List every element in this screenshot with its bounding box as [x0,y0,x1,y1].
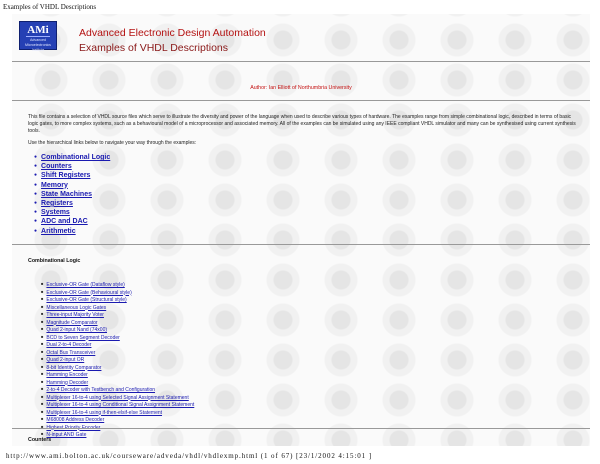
logo-subtitle-2: Microelectronics [25,43,51,47]
navigate-hint: Use the hierarchical links below to navigate your way through the examples: [28,140,197,146]
combinational-example-list [41,280,194,438]
bullet-icon: ■ [41,416,44,421]
print-page-header: Examples of VHDL Descriptions [3,3,97,11]
list-item [41,318,194,326]
topic-link-registers[interactable]: Registers [41,199,73,207]
ami-logo [19,21,57,50]
example-link[interactable]: Multiplexer 16-to-4 using if-then-elsif-else Statement [46,409,163,416]
bullet-icon: ■ [41,348,44,354]
bullet-icon: ● [34,199,38,206]
example-link[interactable]: Exclusive-OR Gate (Structural style) [46,297,127,303]
bullet-icon: ■ [41,431,44,436]
list-item [41,408,194,416]
example-link[interactable]: Hamming Decoder [46,379,89,386]
list-item [41,295,194,303]
example-link[interactable]: Quad 2-input OR [46,357,85,363]
logo-mark: AMi [27,24,49,36]
list-item [41,325,194,333]
bullet-icon: ■ [41,393,44,399]
bullet-icon: ■ [41,363,44,369]
example-link[interactable]: Three-input Majority Voter [46,312,104,318]
list-item [41,415,194,423]
bullet-icon: ■ [41,341,44,346]
topic-item-combinational-logic [34,153,110,162]
bullet-icon: ■ [41,356,44,361]
example-link[interactable]: Octal Bus Transceiver [46,349,96,356]
example-link[interactable]: Hamming Encoder [46,372,88,378]
bullet-icon: ■ [41,371,44,376]
example-link[interactable]: Exclusive-OR Gate (Behavioural style) [46,289,132,296]
topic-item-registers [34,199,110,208]
topic-link-shift-registers[interactable]: Shift Registers [41,172,91,180]
example-link[interactable]: Dual 2-to-4 Decoder [46,342,92,348]
list-item [41,303,194,311]
topic-link-arithmetic[interactable]: Arithmetic [41,227,76,235]
print-page-footer: http://www.ami.bolton.ac.uk/courseware/adveda/vhdl/vhdlexmp.html (1 of 67) [23/1/2002 4:15:01 ] [6,452,372,460]
bullet-icon: ■ [41,303,44,309]
bullet-icon: ■ [41,378,44,384]
list-item [41,288,194,296]
list-item [41,348,194,356]
topic-link-adc-dac[interactable]: ADC and DAC [41,218,88,226]
list-item [41,400,194,408]
example-link[interactable]: 2-to-4 Decoder with Testbench and Configuration [46,387,156,393]
list-item [41,378,194,386]
list-item [41,340,194,348]
bullet-icon: ● [34,163,38,170]
bullet-icon: ■ [41,326,44,331]
topics-divider [12,244,590,245]
bullet-icon: ■ [41,401,44,406]
list-item [41,393,194,401]
section-divider [12,428,590,429]
example-link[interactable]: Magnitude Comparator [46,319,98,326]
section-title-combinational-logic: Combinational Logic [28,258,81,264]
list-item [41,363,194,371]
document-page [12,14,590,446]
topic-link-state-machines[interactable]: State Machines [41,190,92,198]
bullet-icon: ■ [41,288,44,294]
bullet-icon: ■ [41,386,44,391]
example-link[interactable]: BCD to Seven Segment Decoder [46,334,120,341]
list-item [41,370,194,378]
bullet-icon: ■ [41,408,44,414]
author-divider [12,100,590,101]
topic-item-state-machines [34,190,110,199]
topic-link-combinational-logic[interactable]: Combinational Logic [41,154,111,161]
page-title: Examples of VHDL Descriptions [79,42,228,54]
example-link[interactable]: Exclusive-OR Gate (Dataflow style) [46,282,125,288]
author-line: Author: Ian Elliott of Northumbria University [250,85,352,91]
example-link[interactable]: Multiplexer 16-to-4 using Conditional Signal Assignment Statement [46,402,195,408]
topic-link-memory[interactable]: Memory [41,181,68,189]
bullet-icon: ■ [41,318,44,324]
bullet-icon: ● [34,209,38,216]
example-link[interactable]: Quad 2-input Nand (74x00) [46,327,108,333]
list-item [41,430,194,438]
example-link[interactable]: Multiplexer 16-to-4 using Selected Signal Assignment Statement [46,394,189,401]
list-item [41,310,194,318]
bullet-icon: ■ [41,296,44,301]
bullet-icon: ● [34,218,38,225]
example-link[interactable]: Miscellaneous Logic Gates [46,304,107,311]
bullet-icon: ■ [41,423,44,429]
bullet-icon: ● [34,181,38,188]
bullet-icon: ● [34,190,38,197]
topic-item-arithmetic [34,227,110,236]
header-divider [12,61,590,62]
topic-link-counters[interactable]: Counters [41,163,72,171]
site-title: Advanced Electronic Design Automation [79,27,266,39]
section-title-counters: Counters [28,437,52,443]
logo-subtitle-3: Institute [31,48,45,52]
list-item [41,333,194,341]
topic-item-counters [34,162,110,171]
list-item [41,385,194,393]
topic-item-memory [34,181,110,190]
bullet-icon: ■ [41,333,44,339]
list-item [41,280,194,288]
topic-item-systems [34,208,110,217]
bullet-icon: ● [34,172,38,179]
bullet-icon: ■ [41,281,44,286]
bullet-icon: ● [34,154,38,160]
example-link[interactable]: N-input AND Gate [46,432,87,438]
topic-link-systems[interactable]: Systems [41,209,70,217]
topic-item-shift-registers [34,171,110,180]
logo-subtitle-1: Advanced [30,38,46,42]
example-link[interactable]: M68008 Address Decoder [46,417,105,423]
list-item [41,355,194,363]
bullet-icon: ● [34,227,38,234]
intro-paragraph: This file contains a selection of VHDL source files which serve to illustrate the diversity and power of the language when used to describe various types of hardware. The examples range from simple combinational logic, described in terms of basic logic gates, to more complex systems, such as a behavioural model of a microprocessor and associated memory. All of the examples can be simulated using any IEEE compliant VHDL simulator and many can be synthesised using current synthesis tools. [28,114,576,134]
bullet-icon: ■ [41,311,44,316]
topic-list [34,153,110,236]
topic-item-adc-dac [34,217,110,226]
example-link[interactable]: 8-bit Identity Comparator [46,364,102,371]
